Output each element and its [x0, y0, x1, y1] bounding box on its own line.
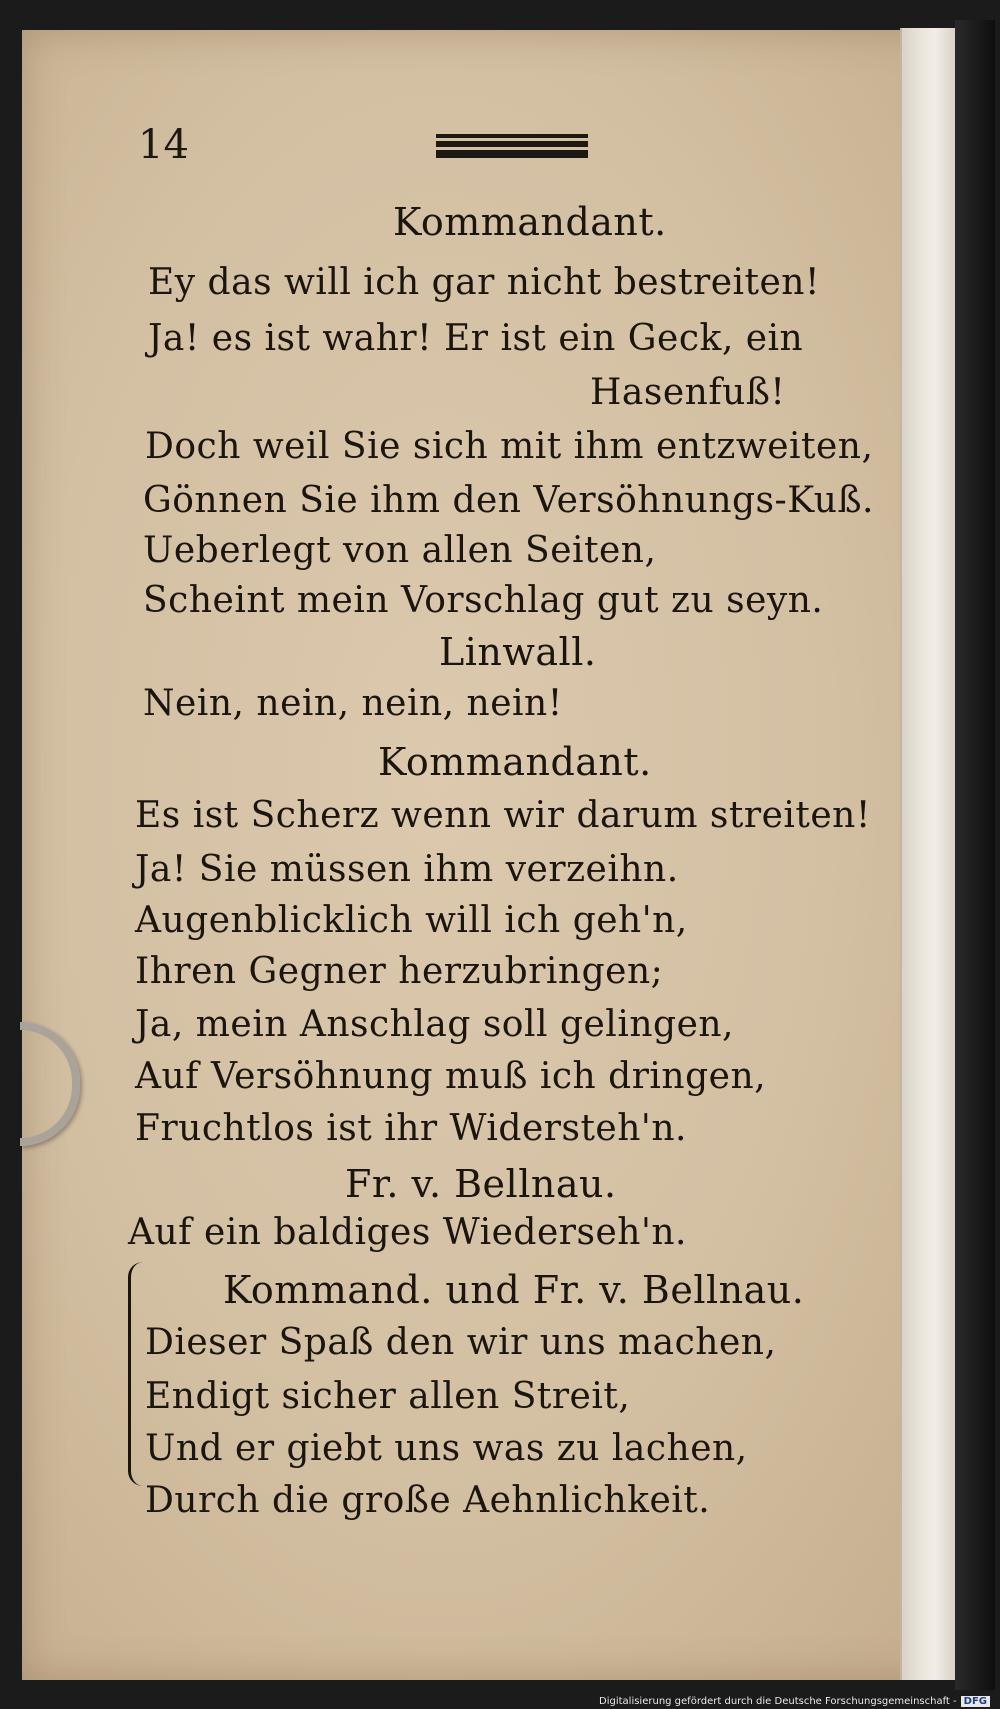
verse-line: Nein, nein, nein, nein! — [143, 683, 563, 724]
verse-line: Auf ein baldiges Wiederseh'n. — [128, 1212, 687, 1253]
verse-line: Ja! es ist wahr! Er ist ein Geck, ein — [148, 318, 804, 359]
verse-line: Ja! Sie müssen ihm verzeihn. — [135, 849, 679, 890]
verse-line: Dieser Spaß den wir uns machen, — [145, 1322, 777, 1363]
verse-line: Auf Versöhnung muß ich dringen, — [135, 1056, 767, 1097]
verse-line: Scheint mein Vorschlag gut zu seyn. — [143, 580, 824, 621]
footer-credit — [599, 1696, 990, 1707]
verse-line: Gönnen Sie ihm den Versöhnungs-Kuß. — [143, 480, 874, 521]
bracket — [128, 1262, 143, 1486]
speaker-heading: Fr. v. Bellnau. — [345, 1162, 617, 1206]
speaker-heading: Kommandant. — [393, 200, 667, 244]
verse-line: Und er giebt uns was zu lachen, — [145, 1428, 748, 1469]
speaker-heading: Kommandant. — [378, 740, 652, 784]
verse-line: Ueberlegt von allen Seiten, — [143, 530, 657, 571]
verse-line: Endigt sicher allen Streit, — [145, 1376, 631, 1417]
footer-text: Digitalisierung gefördert durch die Deutsche Forschungsgemeinschaft - — [599, 1696, 957, 1707]
dfg-logo: DFG — [961, 1696, 990, 1707]
verse-line: Ey das will ich gar nicht bestreiten! — [148, 262, 820, 303]
speaker-heading: Kommand. und Fr. v. Bellnau. — [223, 1268, 805, 1312]
speaker-heading: Linwall. — [439, 630, 597, 674]
verse-line: Durch die große Aehnlichkeit. — [145, 1480, 711, 1521]
verse-line: Es ist Scherz wenn wir darum streiten! — [135, 795, 871, 836]
verse-line: Fruchtlos ist ihr Widersteh'n. — [135, 1108, 687, 1149]
verse-line: Hasenfuß! — [590, 372, 786, 413]
verse-line: Doch weil Sie sich mit ihm entzweiten, — [145, 426, 874, 467]
verse-line: Ihren Gegner herzubringen; — [135, 951, 664, 992]
page-number: 14 — [138, 122, 189, 168]
verse-line: Augenblicklich will ich geh'n, — [135, 900, 688, 941]
verse-line: Ja, mein Anschlag soll gelingen, — [135, 1004, 734, 1045]
